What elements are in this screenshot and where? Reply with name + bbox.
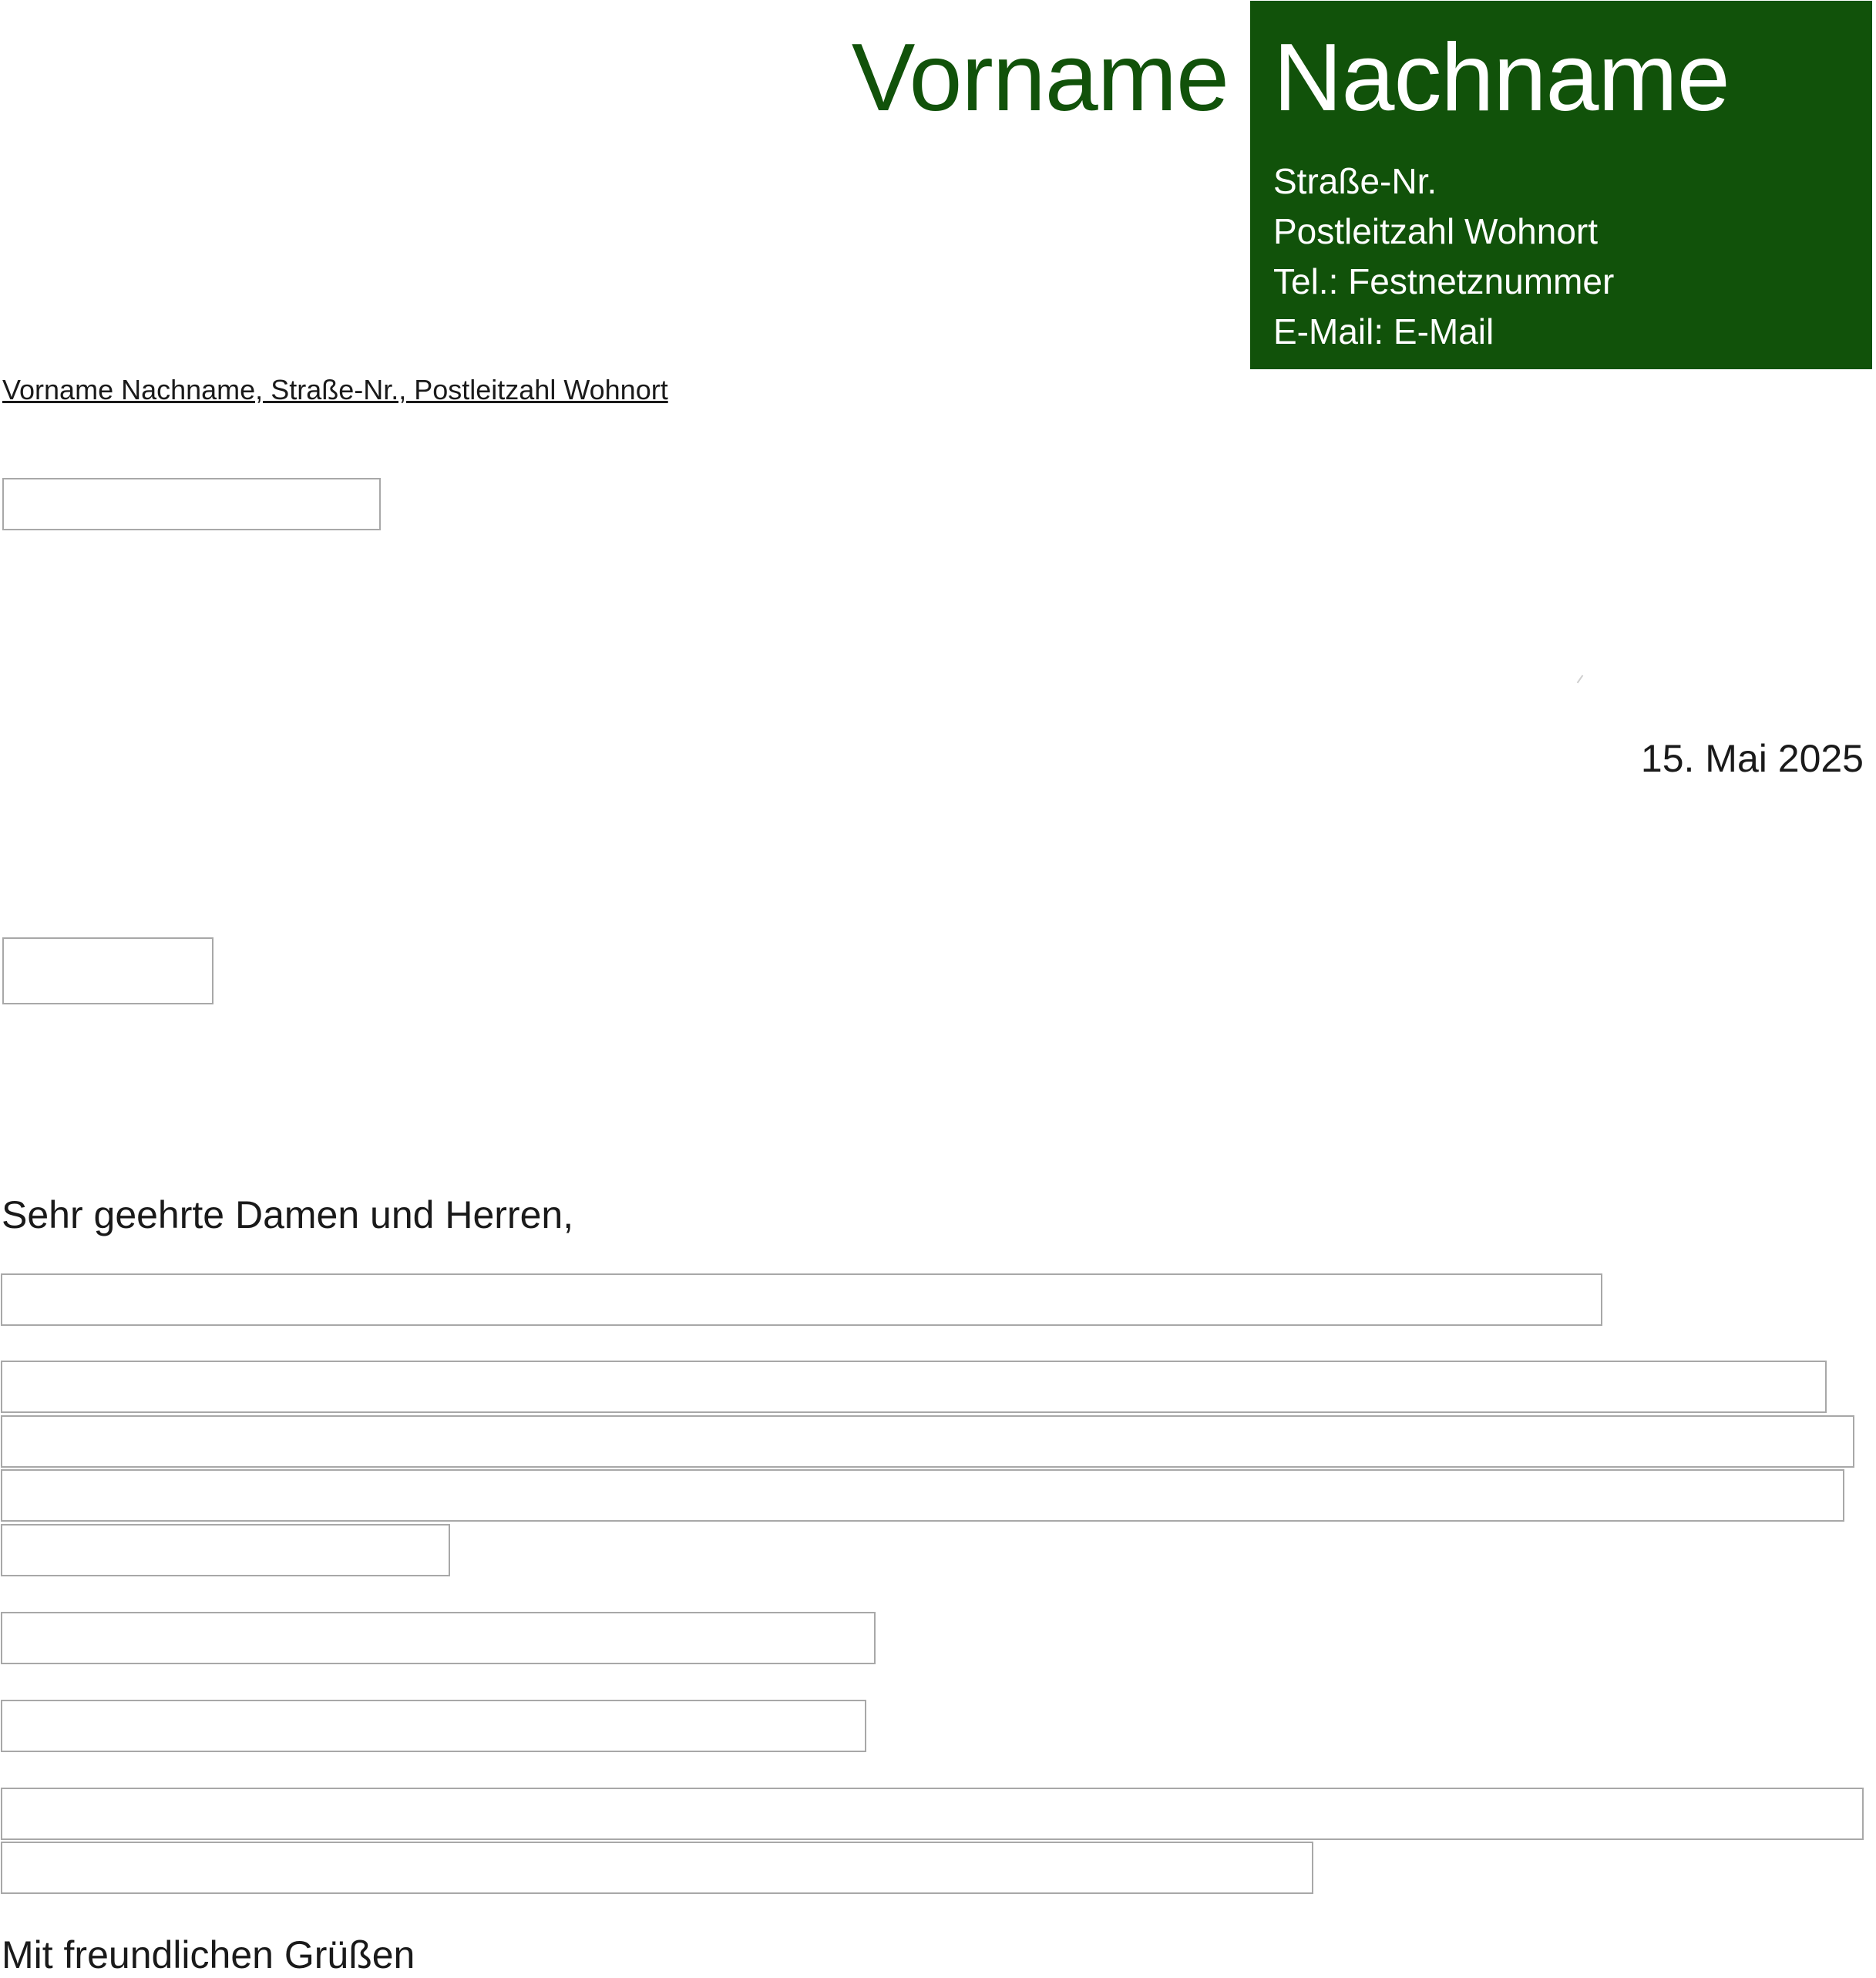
sender-first-name: Vorname [851, 25, 1229, 131]
recipient-address-field[interactable] [2, 478, 381, 530]
return-address-line: Vorname Nachname, Straße-Nr., Postleitzahl Wohnort [2, 374, 668, 405]
body-field-intro[interactable] [1, 1273, 1602, 1326]
sender-street: Straße-Nr. [1273, 161, 1437, 201]
sender-phone: Tel.: Festnetznummer [1273, 261, 1615, 301]
body-field-paragraph-4-line-2[interactable] [1, 1842, 1313, 1894]
fold-mark [1577, 675, 1584, 684]
body-field-paragraph-3[interactable] [1, 1700, 866, 1752]
body-field-paragraph-1-line-1[interactable] [1, 1361, 1827, 1413]
subject-field[interactable] [2, 937, 213, 1004]
sender-contact-box [1250, 1, 1872, 369]
sender-last-name: Nachname [1273, 25, 1730, 131]
body-field-paragraph-1-line-3[interactable] [1, 1469, 1844, 1522]
closing-phrase: Mit freundlichen Grüßen [2, 1933, 415, 1976]
body-field-paragraph-2[interactable] [1, 1612, 876, 1664]
sender-email: E-Mail: E-Mail [1273, 311, 1494, 352]
body-field-paragraph-1-line-4[interactable] [1, 1524, 450, 1576]
sender-city: Postleitzahl Wohnort [1273, 211, 1599, 251]
body-field-paragraph-4-line-1[interactable] [1, 1788, 1864, 1840]
body-field-paragraph-1-line-2[interactable] [1, 1415, 1854, 1468]
salutation: Sehr geehrte Damen und Herren, [2, 1193, 574, 1236]
letter-date: 15. Mai 2025 [1640, 737, 1864, 780]
